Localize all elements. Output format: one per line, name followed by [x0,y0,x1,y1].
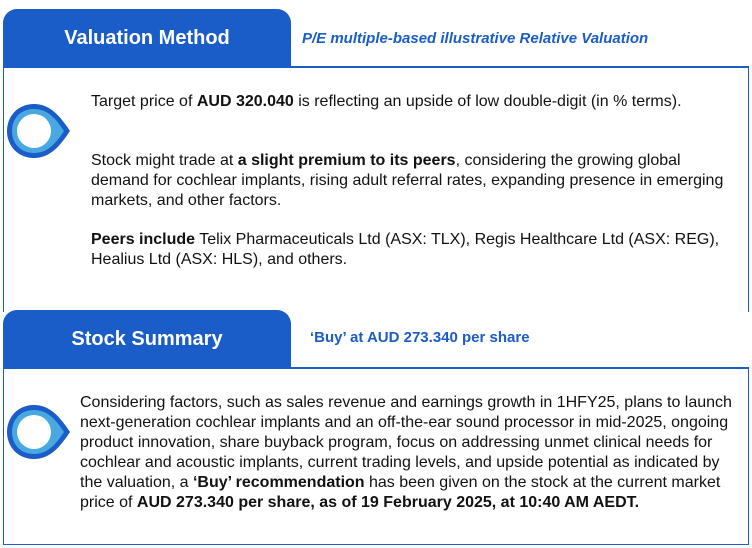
valuation-paragraph-peers: Peers include Telix Pharmaceuticals Ltd (ASX: TLX), Regis Healthcare Ltd (ASX: REG), Healius Ltd (ASX: HLS), and others. [91,231,720,268]
summary-tagline: ‘Buy’ at AUD 273.340 per share [310,329,530,346]
valuation-method-tab: Valuation Method [3,9,291,67]
summary-paragraph: Considering factors, such as sales revenue and earnings growth in 1HFY25, plans to launch next-generation cochlear implants and an off-the-ear sound processor in mid-2025, ongoing product innovation, share buyback program, focus on addressing unmet clinical needs for cochlear and acoustic implants, current trading levels, and upside potential as indicated by the valuation, a ‘Buy’ recommendation has been given on the stock at the current market price of AUD 273.340 per share, as of 19 February 2025, at 10:40 AM AEDT. [80,394,732,511]
valuation-paragraph-target: Target price of AUD 320.040 is reflecting an upside of low double-digit (in % terms). [91,93,682,110]
stock-summary-tab: Stock Summary [3,310,291,368]
valuation-tagline: P/E multiple-based illustrative Relative Valuation [302,30,649,47]
stock-summary-section [0,310,752,548]
speech-bubble-circle-icon [4,101,74,161]
valuation-method-section [0,9,752,313]
valuation-paragraph-premium: Stock might trade at a slight premium to its peers, considering the growing global demand for cochlear implants, rising adult referral rates, expanding presence in emerging markets, and other factors. [91,152,724,209]
speech-bubble-circle-icon [4,402,74,462]
